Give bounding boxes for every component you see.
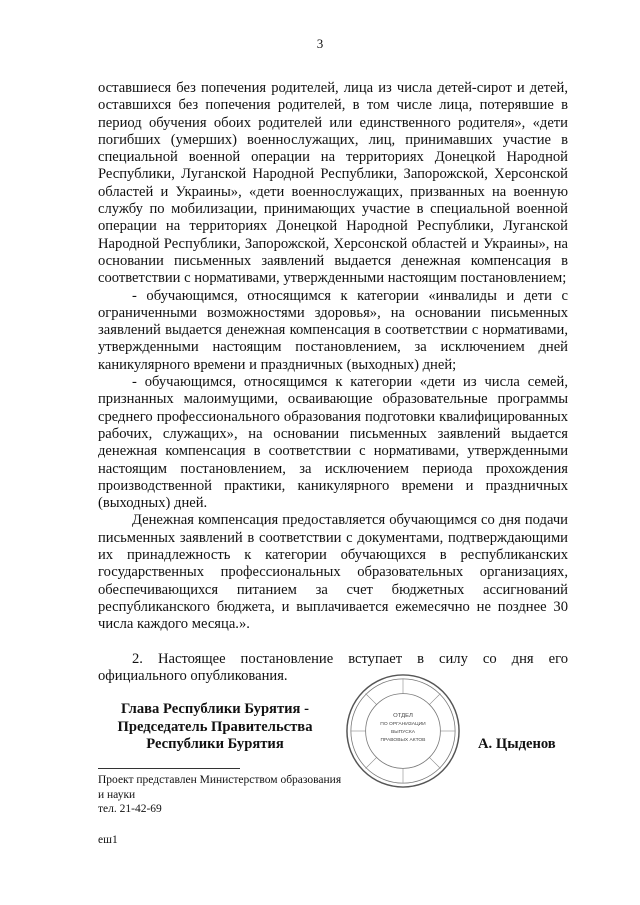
document-body (98, 80, 568, 685)
paragraph-entry-into-force: 2. Настоящее постановление вступает в силу со дня его официального опубликования. (98, 650, 568, 684)
footnote-divider (98, 768, 240, 769)
seal-line1: ОТДЕЛ (393, 713, 413, 720)
seal-line2: ПО ОРГАНИЗАЦИИ (380, 722, 426, 728)
footnote (98, 773, 341, 817)
document-code: еш1 (98, 834, 118, 846)
signatory-title (100, 701, 330, 754)
paragraph-continued: оставшиеся без попечения родителей, лица из числа детей-сирот и детей, оставшихся без попечения родителей, в том числе лица, потерявшие в период обучения обоих родителей или единственного родителя», «дети погибших (умерших) военнослужащих, лиц, принимавших участие в специальной военной операции на территориях Донецкой Народной Республики, Луганской Народной Республики, Запорожской, Херсонской областей и Украины», «дети военнослужащих, призванных на военную службу по мобилизации, принимающих участие в специальной военной операции на территориях Донецкой Народной Республики, Луганской Народной Республики, Запорожской, Херсонской областей и Украины», на основании письменных заявлений выдается денежная компенсация в соответствии с нормативами, утвержденными настоящим постановлением; (98, 80, 568, 287)
paragraph-compensation-terms: Денежная компенсация предоставляется обучающимся со дня подачи письменных заявлений в соответствии с документами, подтверждающими их принадлежность к категории обучающихся в республиканских государственных профессиональных образовательных организациях, обеспечивающихся питанием за счет бюджетных ассигнований республиканского бюджета, и выплачивается ежемесячно не позднее 30 числа каждого месяца.». (98, 512, 568, 633)
signatory-title-line3: Республики Бурятия (146, 736, 284, 752)
signatory-title-line2: Председатель Правительства (117, 718, 313, 735)
signatory-name: А. Цыденов (478, 736, 556, 752)
footnote-phone: тел. 21-42-69 (98, 803, 162, 815)
seal-line4: ПРАВОВЫХ АКТОВ (380, 737, 426, 743)
seal-line3: ВЫПУСКА (391, 729, 415, 735)
footnote-line1: Проект представлен Министерством образования (98, 774, 342, 786)
paragraph-disabled-category: - обучающимся, относящимся к категории «инвалиды и дети с ограниченными возможностями здоровья», на основании письменных заявлений выдается денежная компенсация в соответствии с нормативами, утвержденными настоящим постановлением, за исключением дней каникулярного времени и праздничных (выходных) дней; (98, 287, 568, 373)
footnote-line2: и науки (98, 788, 136, 801)
page-number: 3 (316, 36, 324, 51)
official-seal (344, 672, 462, 790)
paragraph-low-income-category: - обучающимся, относящимся к категории «дети из числа семей, признанных малоимущими, осваивающие образовательные программы среднего профессионального образования подготовки квалифицированных рабочих, служащих», на основании письменных заявлений выдается денежная компенсация в соответствии с нормативами, утвержденными настоящим постановлением, за исключением периода прохождения производственной практики, каникулярного времени и праздничных (выходных) дней. (98, 374, 568, 512)
signatory-title-line1: Глава Республики Бурятия - (121, 701, 309, 717)
